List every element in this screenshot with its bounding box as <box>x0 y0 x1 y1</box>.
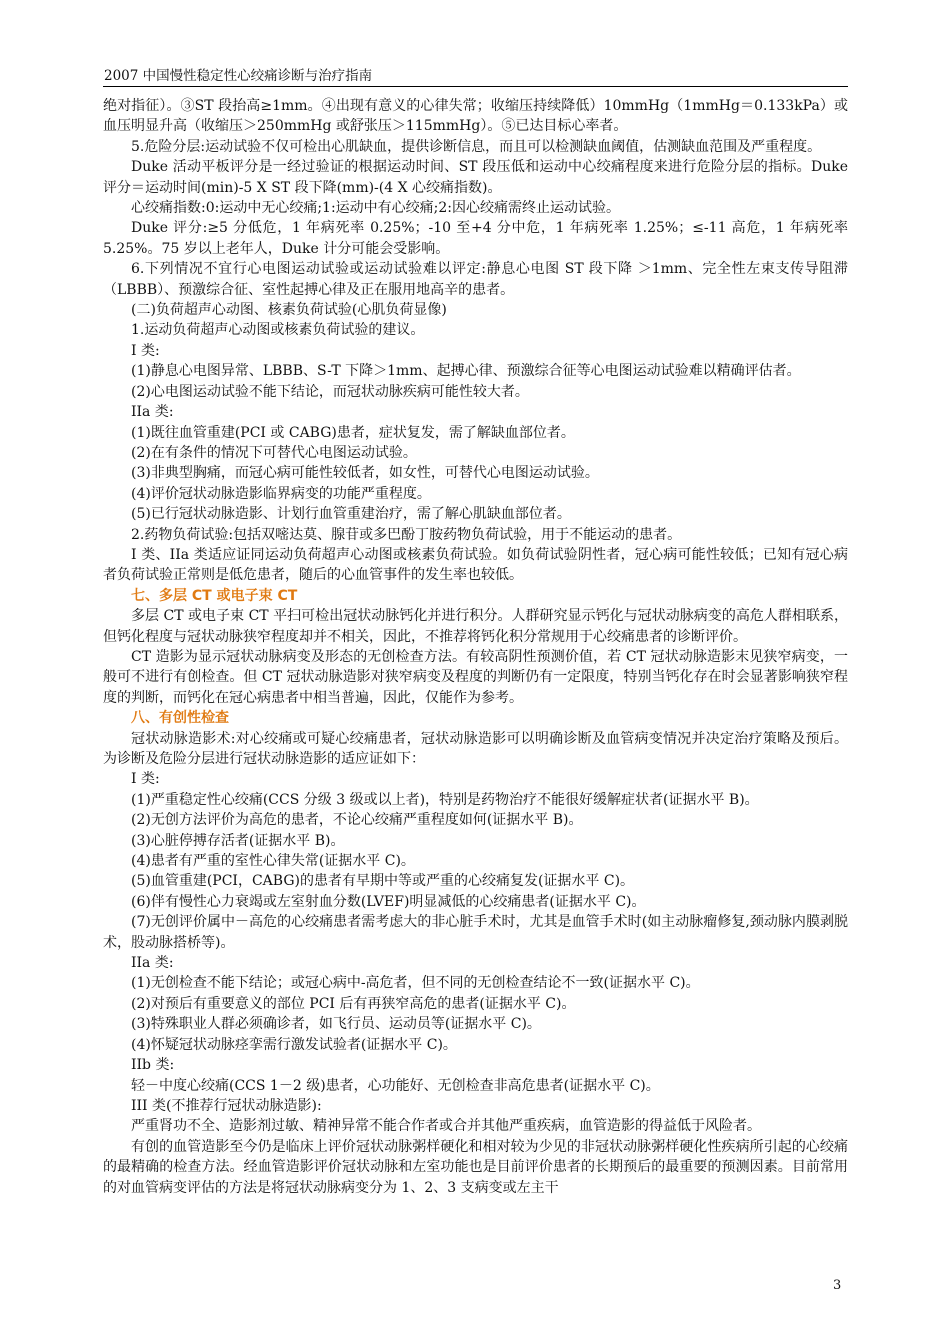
list-item: (7)无创评价属中－高危的心绞痛患者需考虑大的非心脏手术时，尤其是血管手术时(如主动脉瘤修复,颈动脉内膜剥脱术，股动脉搭桥等)。 <box>103 914 848 951</box>
paragraph: 2.药物负荷试验:包括双嘧达莫、腺苷或多巴酚丁胺药物负荷试验，用于不能运动的患者。 <box>131 526 682 543</box>
list-item: (1)既往血管重建(PCI 或 CABG)患者，症状复发，需了解缺血部位者。 <box>131 424 575 441</box>
paragraph: Duke 评分:≥5 分低危，1 年病死率 0.25%；-10 至+4 分中危，1 年病死率 1.25%；≤-11 高危，1 年病死率 5.25%。75 岁以上老年人，Duke 计分可能会受影响。 <box>103 220 848 257</box>
list-item: (1)严重稳定性心绞痛(CCS 分级 3 级或以上者)，特别是药物治疗不能很好缓解症状者(证据水平 B)。 <box>131 791 759 808</box>
running-header: 2007 中国慢性稳定性心绞痛诊断与治疗指南 <box>104 68 373 84</box>
class-label: I 类: <box>131 771 160 788</box>
paragraph: I 类、IIa 类适应证同运动负荷超声心动图或核素负荷试验。如负荷试验阴性者，冠心病可能性较低；已知有冠心病者负荷试验正常则是低危患者，随后的心血管事件的发生率也较低。 <box>103 546 848 584</box>
list-item: (2)无创方法评价为高危的患者，不论心绞痛严重程度如何(证据水平 B)。 <box>131 812 583 829</box>
paragraph: 冠状动脉造影术:对心绞痛或可疑心绞痛患者，冠状动脉造影可以明确诊断及血管病变情况并决定治疗策略及预后。为诊断及危险分层进行冠状动脉造影的适应证如下： <box>103 730 848 767</box>
list-item: (2)心电图运动试验不能下结论，而冠状动脉疾病可能性较大者。 <box>131 383 529 400</box>
class-label: I 类: <box>131 342 160 359</box>
list-item: (1)静息心电图异常、LBBB、S-T 下降＞1mm、起搏心律、预激综合征等心电图运动试验难以精确评估者。 <box>131 363 801 380</box>
page-number: 3 <box>833 1278 842 1293</box>
list-item: (5)已行冠状动脉造影、计划行血管重建治疗，需了解心肌缺血部位者。 <box>131 506 571 523</box>
class-label: III 类(不推荐行冠状动脉造影): <box>131 1097 322 1114</box>
section-heading-ct: 七、多层 CT 或电子束 CT <box>131 587 298 604</box>
list-item: (4)怀疑冠状动脉痉挛需行激发试验者(证据水平 C)。 <box>131 1036 457 1053</box>
document-body <box>103 96 848 1198</box>
list-item: (3)心脏停搏存活者(证据水平 B)。 <box>131 832 345 849</box>
section-heading-invasive: 八、有创性检查 <box>131 710 229 727</box>
list-item: (5)血管重建(PCI，CABG)的患者有早期中等或严重的心绞痛复发(证据水平 C)。 <box>131 873 635 890</box>
paragraph: 绝对指征）。③ST 段抬高≥1mm。④出现有意义的心律失常；收缩压持续降低）10mmHg（1mmHg＝0.133kPa）或血压明显升高（收缩压＞250mmHg 或舒张压＞115mmHg）。⑤已达目标心率者。 <box>103 98 848 135</box>
class-label: IIa 类: <box>131 955 174 972</box>
header-rule <box>103 86 848 87</box>
list-item: (4)评价冠状动脉造影临界病变的功能严重程度。 <box>131 485 431 502</box>
paragraph: 有创的血管造影至今仍是临床上评价冠状动脉粥样硬化和相对较为少见的非冠状动脉粥样硬化性疾病所引起的心绞痛的最精确的检查方法。经血管造影评价冠状动脉和左室功能也是目前评价患者的长期预后的最重要的预测因素。目前常用的对血管病变评估的方法是将冠状动脉病变分为 1、2、3 支病变或左主干 <box>103 1138 848 1196</box>
subsection-title: (二)负荷超声心动图、核素负荷试验(心肌负荷显像) <box>131 302 447 319</box>
paragraph: 心绞痛指数:0:运动中无心绞痛;1:运动中有心绞痛;2:因心绞痛需终止运动试验。 <box>131 200 621 217</box>
list-item: (2)在有条件的情况下可替代心电图运动试验。 <box>131 444 417 461</box>
paragraph: CT 造影为显示冠状动脉病变及形态的无创检查方法。有较高阴性预测价值，若 CT 冠状动脉造影末见狭窄病变，一般可不进行有创检查。但 CT 冠状动脉造影对狭窄病变及程度的判断仍有一定限度，特别当钙化存在时会显著影响狭窄程度的判断，而钙化在冠心病患者中相当普遍，因此，仅能作为参考。 <box>103 648 848 706</box>
paragraph: 多层 CT 或电子束 CT 平扫可检出冠状动脉钙化并进行积分。人群研究显示钙化与冠状动脉病变的高危人群相联系，但钙化程度与冠状动脉狭窄程度却并不相关，因此，不推荐将钙化积分常规用于心绞痛患者的诊断评价。 <box>103 608 848 645</box>
list-item: (3)非典型胸痛，而冠心病可能性较低者，如女性，可替代心电图运动试验。 <box>131 465 599 482</box>
paragraph: Duke 活动平板评分是一经过验证的根据运动时间、ST 段压低和运动中心绞痛程度来进行危险分层的指标。Duke 评分＝运动时间(min)-5 X ST 段下降(mm)-(4 X 心绞痛指数)。 <box>103 159 848 196</box>
list-item: (1)无创检查不能下结论；或冠心病中-高危者，但不同的无创检查结论不一致(证据水平 C)。 <box>131 975 700 992</box>
list-item: 轻－中度心绞痛(CCS 1－2 级)患者，心功能好、无创检查非高危患者(证据水平 C)。 <box>131 1077 660 1094</box>
list-item: 严重肾功不全、造影剂过敏、精神异常不能合作者或合并其他严重疾病，血管造影的得益低于风险者。 <box>131 1118 761 1135</box>
list-item: (4)患者有严重的室性心律失常(证据水平 C)。 <box>131 853 415 870</box>
list-item: (6)伴有慢性心力衰竭或左室射血分数(LVEF)明显减低的心绞痛患者(证据水平 C)。 <box>131 893 646 910</box>
paragraph: 6.下列情况不宜行心电图运动试验或运动试验难以评定:静息心电图 ST 段下降 ＞1mm、完全性左束支传导阻滞（LBBB）、预激综合征、室性起搏心律及正在服用地高辛的患者。 <box>103 261 848 298</box>
paragraph: 1.运动负荷超声心动图或核素负荷试验的建议。 <box>131 322 425 339</box>
list-item: (2)对预后有重要意义的部位 PCI 后有再狭窄高危的患者(证据水平 C)。 <box>131 995 576 1012</box>
list-item: (3)特殊职业人群必须确诊者，如飞行员、运动员等(证据水平 C)。 <box>131 1016 541 1033</box>
class-label: IIb 类: <box>131 1057 175 1074</box>
class-label: IIa 类: <box>131 404 174 421</box>
paragraph: 5.危险分层:运动试验不仅可检出心肌缺血，提供诊断信息，而且可以检测缺血阈值，估测缺血范围及严重程度。 <box>131 138 822 155</box>
